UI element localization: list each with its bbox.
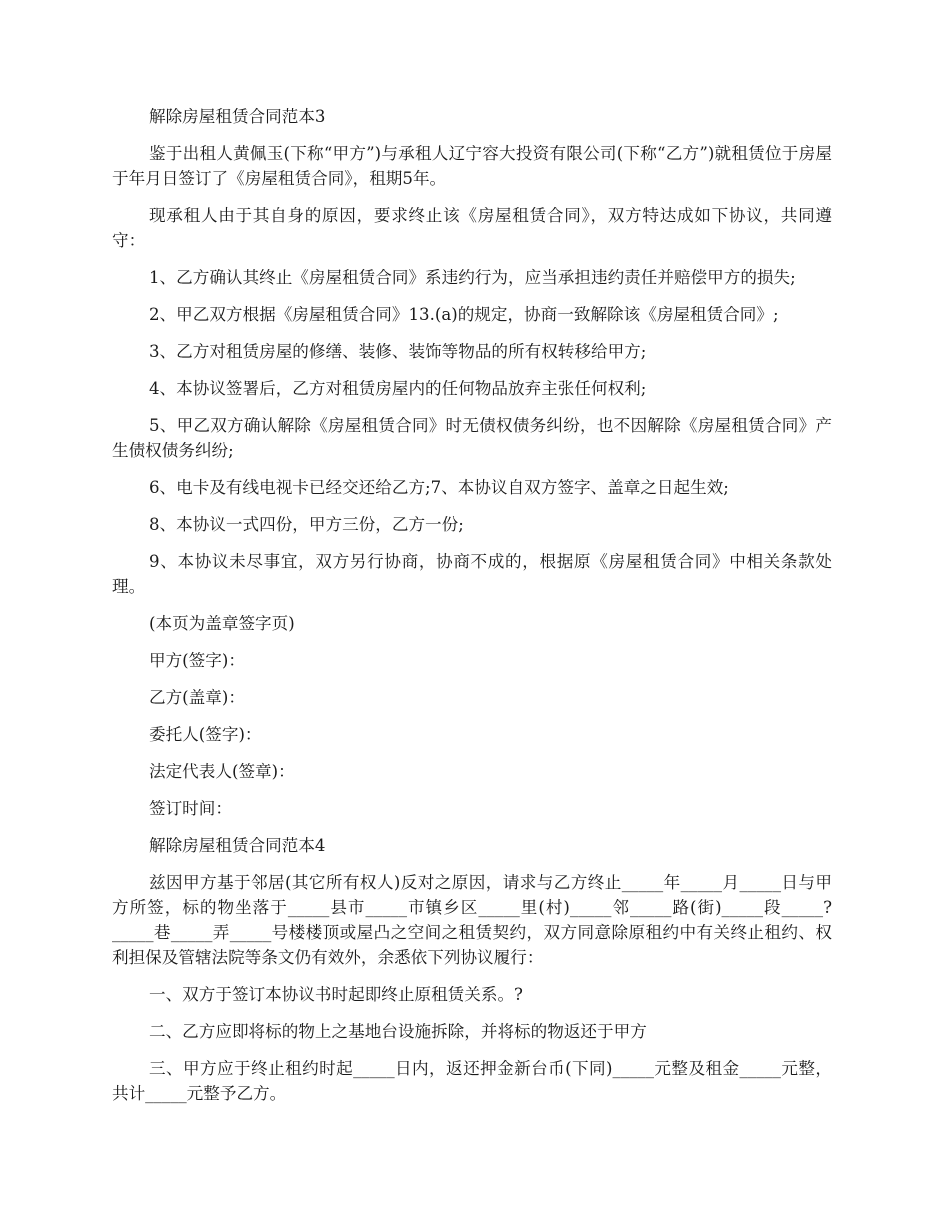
signature-party-a: 甲方(签字)： — [149, 651, 245, 670]
section3-clause-2: 2、甲乙双方根据《房屋租赁合同》13.(a)的规定，协商一致解除该《房屋租赁合同》; — [149, 305, 779, 324]
section3-clause-8: 8、本协议一式四份，甲方三份，乙方一份; — [149, 515, 464, 534]
signature-agent: 委托人(签字)： — [149, 725, 262, 744]
section4-clause-3: 三、甲方应于终止租约时起_____日内，返还押金新台币(下同)_____元整及租金_____元整，共计_____元整予乙方。 — [112, 1059, 832, 1103]
section3-paragraph-intro: 现承租人由于其自身的原因，要求终止该《房屋租赁合同》，双方特达成如下协议，共同遵守： — [112, 206, 832, 250]
signature-date: 签订时间： — [149, 799, 232, 818]
section3-clause-3: 3、乙方对租赁房屋的修缮、装修、装饰等物品的所有权转移给甲方; — [149, 342, 647, 361]
signature-party-b: 乙方(盖章)： — [149, 688, 245, 707]
signature-legal-representative: 法定代表人(签章)： — [149, 762, 295, 781]
section3-clause-5: 5、甲乙双方确认解除《房屋租赁合同》时无债权债务纠纷，也不因解除《房屋租赁合同》产生债权债务纠纷; — [112, 416, 832, 460]
section3-paragraph-preamble: 鉴于出租人黄佩玉(下称“甲方”)与承租人辽宁容大投资有限公司(下称“乙方”)就租赁位于房屋于年月日签订了《房屋租赁合同》，租期5年。 — [112, 144, 832, 188]
section3-clause-6-7: 6、电卡及有线电视卡已经交还给乙方;7、本协议自双方签字、盖章之日起生效; — [149, 478, 729, 497]
section4-clause-2: 二、乙方应即将标的物上之基地台设施拆除，并将标的物返还于甲方 — [149, 1022, 647, 1041]
section4-paragraph-preamble: 兹因甲方基于邻居(其它所有权人)反对之原因，请求与乙方终止_____年_____月_____日与甲方所签，标的物坐落于_____县市_____市镇乡区_____里(村)_____邻_____路(街)_____段_____?_____巷_____弄_____号楼楼顶或屋凸之空间之租赁契约，双方同意除原租约中有关终止租约、权利担保及管辖法院等条文仍有效外，余悉依下列协议履行： — [112, 873, 832, 967]
section3-clause-9: 9、本协议未尽事宜，双方另行协商，协商不成的，根据原《房屋租赁合同》中相关条款处理。 — [112, 552, 832, 596]
document-page — [112, 104, 832, 1118]
signature-page-note: (本页为盖章签字页) — [149, 614, 295, 633]
section3-clause-1: 1、乙方确认其终止《房屋租赁合同》系违约行为，应当承担违约责任并赔偿甲方的损失; — [149, 268, 796, 287]
section4-title: 解除房屋租赁合同范本4 — [149, 836, 326, 855]
section4-clause-1: 一、双方于签订本协议书时起即终止原租赁关系。? — [149, 985, 523, 1004]
section3-clause-4: 4、本协议签署后，乙方对租赁房屋内的任何物品放弃主张任何权利; — [149, 379, 647, 398]
section3-title: 解除房屋租赁合同范本3 — [149, 107, 326, 126]
